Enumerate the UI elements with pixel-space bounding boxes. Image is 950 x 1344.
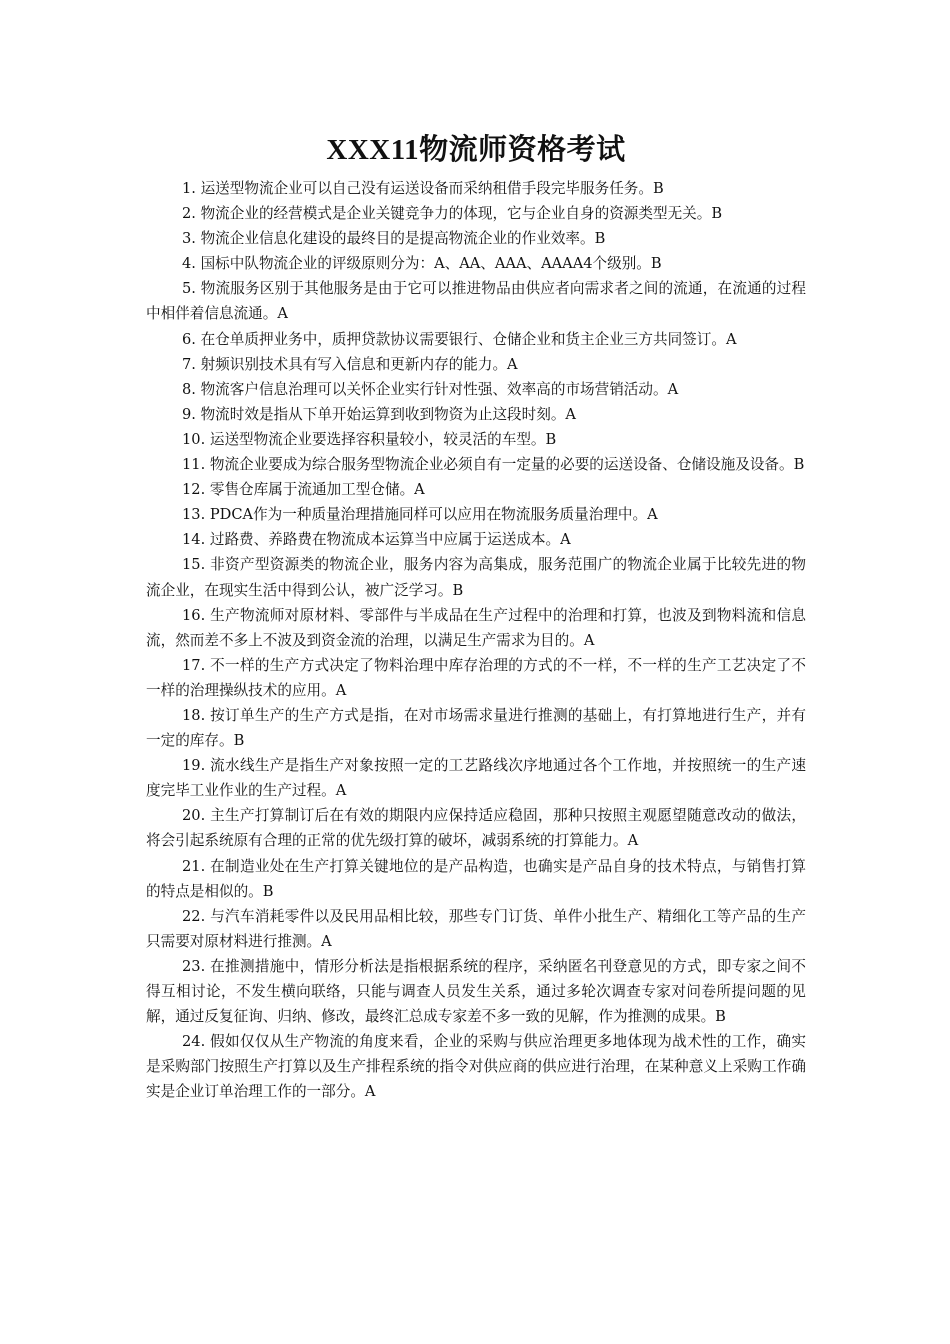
question-item: 17. 不一样的生产方式决定了物料治理中库存治理的方式的不一样，不一样的生产工艺决定了不一样的治理操纵技术的应用。A: [146, 656, 806, 699]
document-title: XXX11物流师资格考试: [326, 134, 626, 166]
question-item: 4. 国标中队物流企业的评级原则分为：A、AA、AAA、AAAA4个级别。B: [182, 255, 662, 273]
question-item: 9. 物流时效是指从下单开始运算到收到物资为止这段时刻。A: [182, 405, 576, 423]
question-item: 10. 运送型物流企业要选择容积量较小，较灵活的车型。B: [182, 430, 557, 448]
question-item: 18. 按订单生产的生产方式是指，在对市场需求量进行推测的基础上，有打算地进行生产，并有一定的库存。B: [146, 706, 806, 750]
question-item: 20. 主生产打算制订后在有效的期限内应保持适应稳固，那种只按照主观愿望随意改动的做法，将会引起系统原有合理的正常的优先级打算的破坏，减弱系统的打算能力。A: [146, 807, 806, 850]
question-item: 5. 物流服务区别于其他服务是由于它可以推进物品由供应者向需求者之间的流通，在流通的过程中相伴着信息流通。A: [146, 280, 806, 323]
question-item: 6. 在仓单质押业务中，质押贷款协议需要银行、仓储企业和货主企业三方共同签订。A: [182, 330, 737, 348]
question-item: 7. 射频识别技术具有写入信息和更新内存的能力。A: [182, 355, 518, 373]
question-item: 23. 在推测措施中，情形分析法是指根据系统的程序，采纳匿名刊登意见的方式，即专家之间不得互相讨论，不发生横向联络，只能与调查人员发生关系，通过多轮次调查专家对问卷所提问题的见解，通过反复征询、归纳、修改，最终汇总成专家差不多一致的见解，作为推测的成果。B: [146, 957, 806, 1026]
question-item: 16. 生产物流师对原材料、零部件与半成品在生产过程中的治理和打算，也波及到物料流和信息流，然而差不多上不波及到资金流的治理，以满足生产需求为目的。A: [146, 606, 806, 649]
question-item: 22. 与汽车消耗零件以及民用品相比较，那些专门订货、单件小批生产、精细化工等产品的生产只需要对原材料进行推测。A: [146, 907, 806, 950]
question-item: 2. 物流企业的经营模式是企业关键竞争力的体现，它与企业自身的资源类型无关。B: [182, 205, 723, 223]
question-item: 8. 物流客户信息治理可以关怀企业实行针对性强、效率高的市场营销活动。A: [182, 380, 679, 398]
question-item: 3. 物流企业信息化建设的最终目的是提高物流企业的作业效率。B: [182, 230, 606, 248]
question-item: 15. 非资产型资源类的物流企业，服务内容为高集成，服务范围广的物流企业属于比较先进的物流企业，在现实生活中得到公认，被广泛学习。B: [146, 556, 806, 599]
question-item: 24. 假如仅仅从生产物流的角度来看，企业的采购与供应治理更多地体现为战术性的工作，确实是采购部门按照生产打算以及生产排程系统的指令对供应商的供应进行治理，在某种意义上采购工作确实是企业订单治理工作的一部分。A: [146, 1033, 806, 1101]
question-item: 11. 物流企业要成为综合服务型物流企业必须自有一定量的必要的运送设备、仓储设施及设备。B: [182, 456, 805, 474]
question-item: 12. 零售仓库属于流通加工型仓储。A: [182, 481, 425, 499]
question-item: 1. 运送型物流企业可以自己没有运送设备而采纳租借手段完毕服务任务。B: [182, 180, 664, 197]
question-list: [146, 176, 806, 1104]
document-page: [146, 130, 806, 1104]
question-item: 19. 流水线生产是指生产对象按照一定的工艺路线次序地通过各个工作地，并按照统一的生产速度完毕工业作业的生产过程。A: [146, 757, 806, 800]
question-item: 21. 在制造业处在生产打算关键地位的是产品构造，也确实是产品自身的技术特点，与销售打算的特点是相似的。B: [146, 857, 806, 900]
question-item: 14. 过路费、养路费在物流成本运算当中应属于运送成本。A: [182, 531, 571, 549]
question-item: 13. PDCA作为一种质量治理措施同样可以应用在物流服务质量治理中。A: [182, 506, 658, 524]
